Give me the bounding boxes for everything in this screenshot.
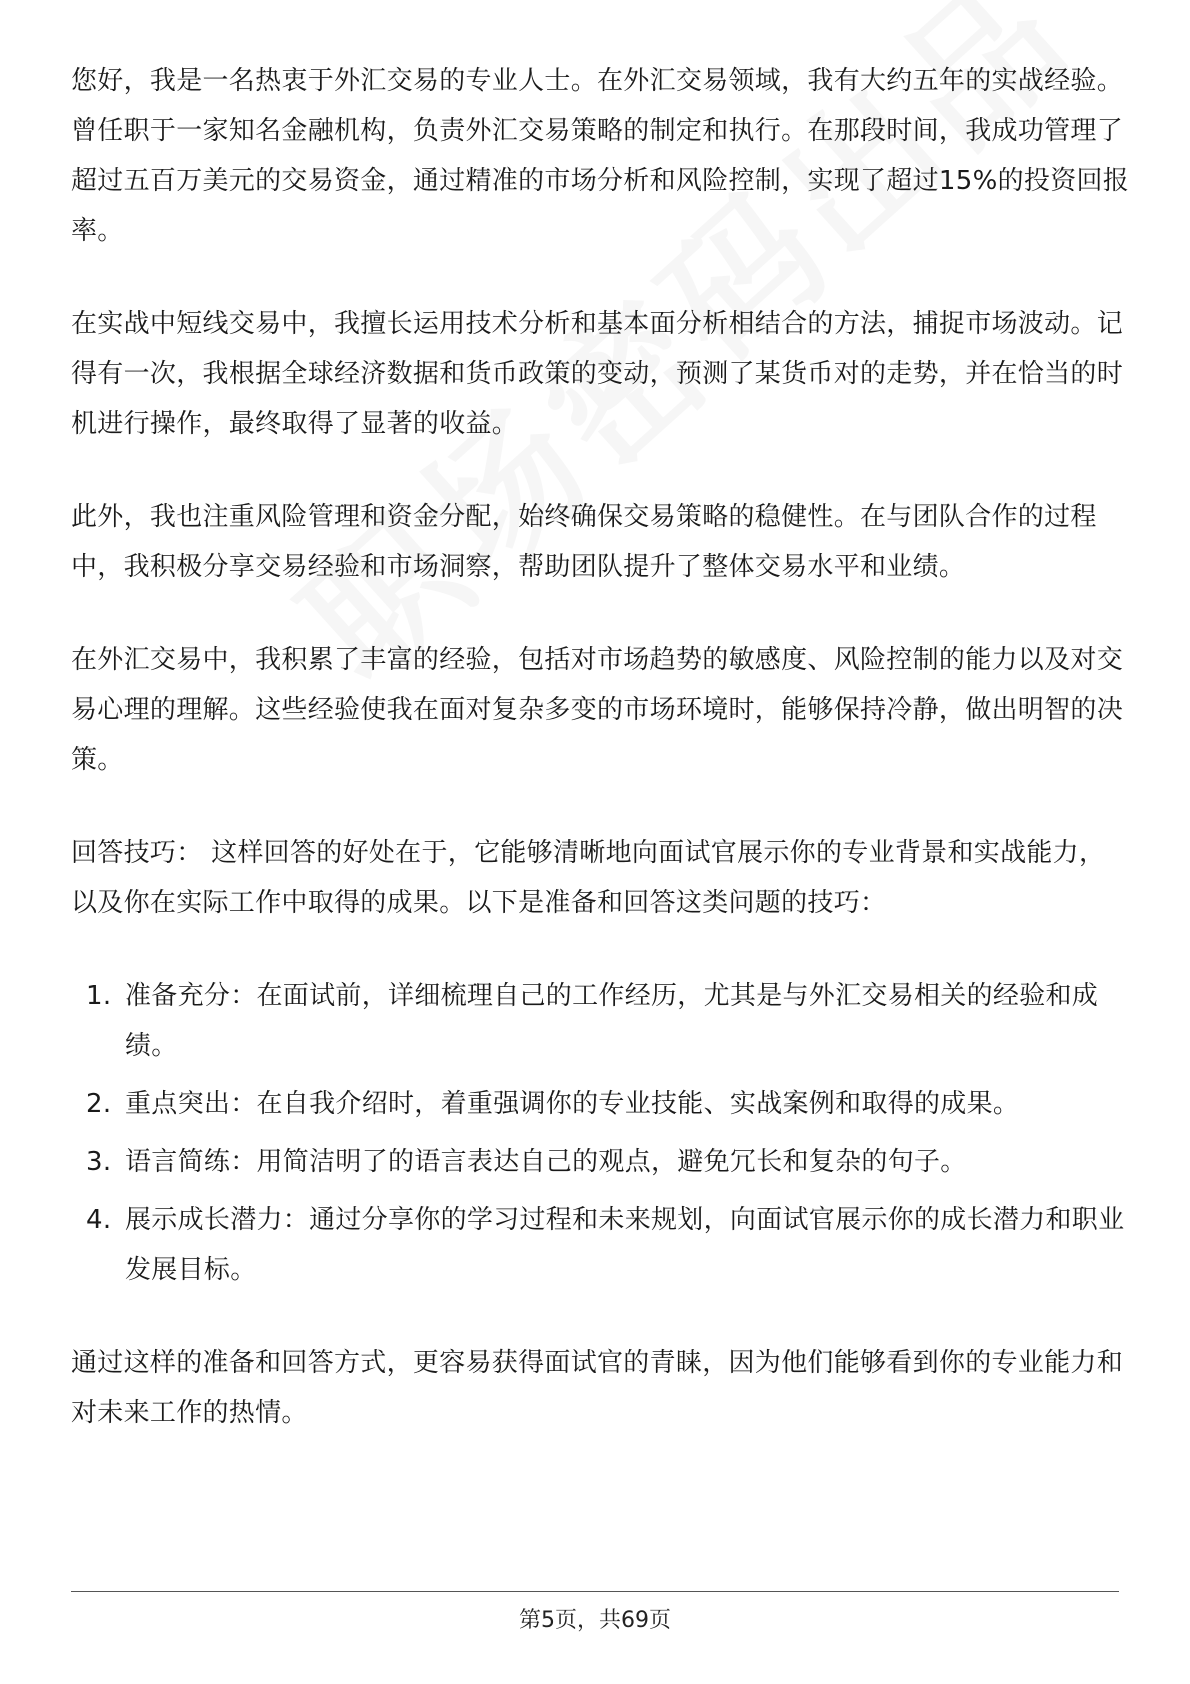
tips-list [71, 971, 1131, 1295]
paragraph-trading-method: 在实战中短线交易中，我擅长运用技术分析和基本面分析相结合的方法，捕捉市场波动。记得有一次，我根据全球经济数据和货币政策的变动，预测了某货币对的走势，并在恰当的时机进行操作，最终取得了显著的收益。 [71, 309, 1124, 439]
list-item-text: 重点突出：在自我介绍时，着重强调你的专业技能、实战案例和取得的成果。 [125, 1089, 1020, 1119]
list-item-number: 4. [86, 1205, 112, 1235]
footer-divider [71, 1591, 1119, 1592]
list-item-number: 3. [86, 1147, 112, 1177]
document-body [71, 56, 1131, 1481]
list-item [71, 1079, 1131, 1129]
list-item [71, 971, 1131, 1071]
list-item-number: 1. [86, 981, 112, 1011]
list-item-text: 语言简练：用简洁明了的语言表达自己的观点，避免冗长和复杂的句子。 [125, 1147, 967, 1177]
list-item [71, 1195, 1131, 1295]
paragraph-risk-management: 此外，我也注重风险管理和资金分配，始终确保交易策略的稳健性。在与团队合作的过程中，我积极分享交易经验和市场洞察，帮助团队提升了整体交易水平和业绩。 [71, 502, 1097, 582]
paragraph-answer-tips: 回答技巧： 这样回答的好处在于，它能够清晰地向面试官展示你的专业背景和实战能力，以及你在实际工作中取得的成果。以下是准备和回答这类问题的技巧： [71, 838, 1106, 918]
list-item [71, 1137, 1131, 1187]
paragraph-closing: 通过这样的准备和回答方式，更容易获得面试官的青睐，因为他们能够看到你的专业能力和对未来工作的热情。 [71, 1348, 1124, 1428]
list-item-text: 展示成长潜力：通过分享你的学习过程和未来规划，向面试官展示你的成长潜力和职业发展目标。 [125, 1205, 1125, 1285]
list-item-text: 准备充分：在面试前，详细梳理自己的工作经历，尤其是与外汇交易相关的经验和成绩。 [125, 981, 1099, 1061]
list-item-number: 2. [86, 1089, 112, 1119]
paragraph-experience: 在外汇交易中，我积累了丰富的经验，包括对市场趋势的敏感度、风险控制的能力以及对交易心理的理解。这些经验使我在面对复杂多变的市场环境时，能够保持冷静，做出明智的决策。 [71, 645, 1124, 775]
paragraph-intro: 您好，我是一名热衷于外汇交易的专业人士。在外汇交易领域，我有大约五年的实战经验。曾任职于一家知名金融机构，负责外汇交易策略的制定和执行。在那段时间，我成功管理了超过五百万美元的交易资金，通过精准的市场分析和风险控制，实现了超过15%的投资回报率。 [71, 66, 1130, 246]
page-number: 第5页，共69页 [519, 1608, 671, 1633]
